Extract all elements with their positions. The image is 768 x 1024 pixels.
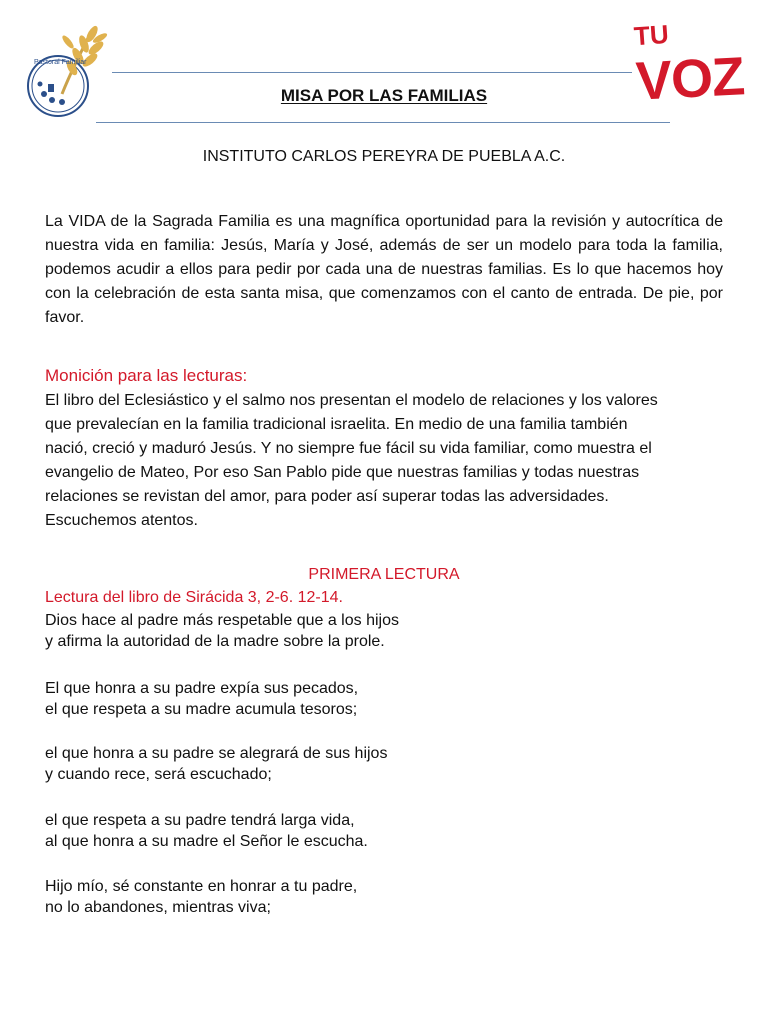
monicion-line: relaciones se revistan del amor, para poder así superar todas las adversidades. [45, 488, 609, 505]
verse-line: y cuando rece, será escuchado; [45, 766, 272, 783]
institute-name: INSTITUTO CARLOS PEREYRA DE PUEBLA A.C. [202, 148, 566, 165]
header-rule-top [112, 72, 632, 73]
monicion-paragraph [45, 389, 735, 533]
reading-heading-text: PRIMERA LECTURA [308, 566, 460, 583]
monicion-heading: Monición para las lecturas: [45, 366, 248, 385]
logo-voz-text: VOZ [634, 46, 746, 112]
monicion-line: El libro del Eclesiástico y el salmo nos presentan el modelo de relaciones y los valores [45, 392, 658, 409]
reading-reference: Lectura del libro de Sirácida 3, 2-6. 12-14. [45, 589, 343, 606]
verse-line: Dios hace al padre más respetable que a los hijos [45, 612, 399, 629]
logo-text: Pastoral Familiar [34, 59, 87, 66]
verse-line: al que honra a su madre el Señor le escucha. [45, 833, 368, 850]
monicion-line: evangelio de Mateo, Por eso San Pablo pide que nuestras familias y todas nuestras [45, 464, 640, 481]
verse-line: no lo abandones, mientras viva; [45, 899, 271, 916]
verse-line: El que honra a su padre expía sus pecados, [45, 680, 359, 697]
monicion-line: que prevalecían en la familia tradicional israelita. En medio de una familia también [45, 416, 628, 433]
verse-line: y afirma la autoridad de la madre sobre la prole. [45, 633, 385, 650]
reading-heading [0, 566, 768, 584]
monicion-line: nació, creció y maduró Jesús. Y no siempre fue fácil su vida familiar, como muestra el [45, 440, 652, 457]
verse-stanza [45, 810, 368, 852]
logo-tu-text: TU [632, 18, 670, 52]
header-rule-bottom [96, 122, 670, 123]
intro-paragraph: La VIDA de la Sagrada Familia es una magnífica oportunidad para la revisión y autocrítica de nuestra vida en familia: Jesús, María y José, además de ser un modelo para toda la familia, podemos acudir a ellos para pedir por cada una de nuestras familias. Es lo que hacemos hoy con la celebración de esta santa misa, que comenzamos con el canto de entrada. De pie, por favor. [45, 213, 723, 326]
verse-line: el que respeta a su padre tendrá larga vida, [45, 812, 355, 829]
monicion-line: Escuchemos atentos. [45, 512, 198, 529]
verse-line: Hijo mío, sé constante en honrar a tu padre, [45, 878, 358, 895]
verse-line: el que honra a su padre se alegrará de sus hijos [45, 745, 388, 762]
document-title: MISA POR LAS FAMILIAS [280, 86, 488, 105]
verse-stanza [45, 678, 358, 720]
verse-stanza [45, 743, 387, 785]
verse-stanza [45, 876, 357, 918]
verse-line: el que respeta a su madre acumula tesoros; [45, 701, 358, 718]
verse-stanza [45, 610, 399, 652]
